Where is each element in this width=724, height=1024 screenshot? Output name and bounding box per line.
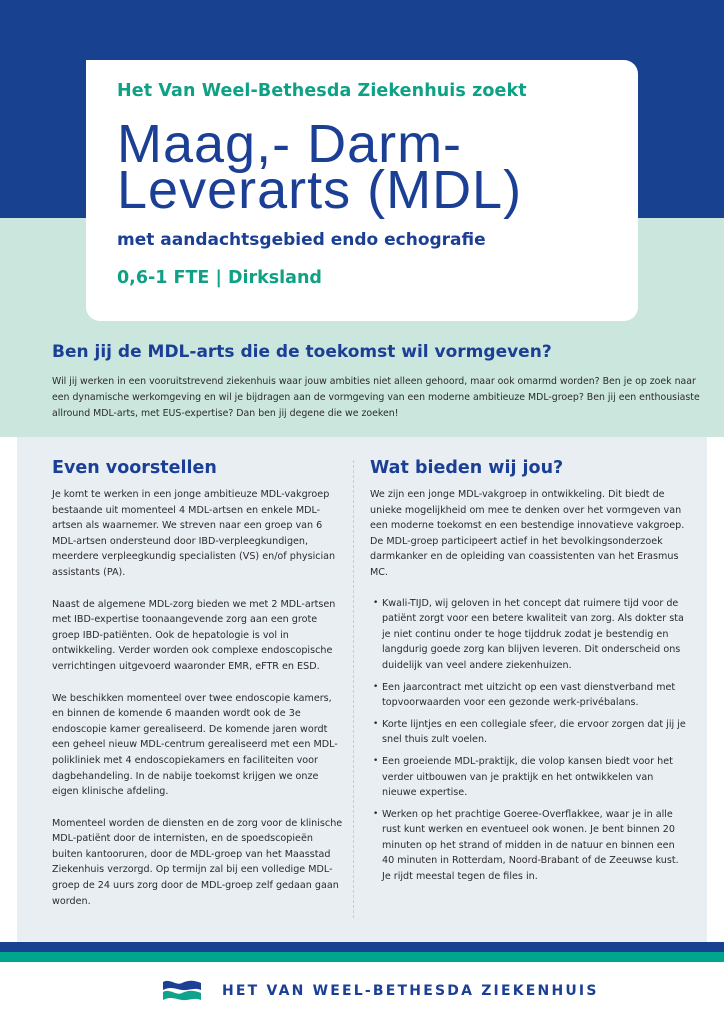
- benefit-item: [370, 680, 686, 711]
- job-meta: 0,6-1 FTE | Dirksland: [117, 268, 322, 288]
- bullet-icon: •: [373, 597, 379, 608]
- bullet-icon: •: [373, 808, 379, 819]
- benefit-text: Werken op het prachtige Goeree-Overflakkee, waar je in alle rust kunt werken en eventueel ook wonen. Je bent binnen 20 minuten op het strand of midden in de natuur en binnen een 40 minuten in Rotterdam, Noord-Brabant of de Zeeuwse kust. Je rijdt meestal tegen de files in.: [382, 808, 679, 883]
- hero-card: [86, 60, 638, 321]
- benefit-item: [370, 754, 686, 801]
- footer-stripe-teal: [0, 952, 724, 962]
- benefit-text: Korte lijntjes en een collegiale sfeer, die ervoor zorgen dat jij je snel thuis zult voelen.: [382, 718, 686, 746]
- footer-logo: [162, 980, 599, 1002]
- job-title-line-2: Leverarts (MDL): [117, 160, 523, 220]
- left-paragraph: We beschikken momenteel over twee endoscopie kamers, en binnen de komende 6 maanden wordt ook de 3e endoscopie kamer gerealiseerd. De komende jaren wordt een geheel nieuw MDL-centrum gerealiseerd met een MDL-polikliniek met 4 endoscopiekamers en faciliteiten voor dagbehandeling. In de nabije toekomst krijgen we onze eigen klinische afdeling.: [52, 692, 338, 798]
- benefit-item: [370, 717, 686, 748]
- waves-icon: [162, 979, 202, 1003]
- bullet-icon: •: [373, 755, 379, 766]
- left-column-heading: Even voorstellen: [52, 458, 217, 478]
- job-subtitle: met aandachtsgebied endo echografie: [117, 230, 486, 250]
- bullet-icon: •: [373, 681, 379, 692]
- hero-kicker: Het Van Weel-Bethesda Ziekenhuis zoekt: [117, 81, 527, 101]
- organization-name: HET VAN WEEL-BETHESDA ZIEKENHUIS: [222, 983, 599, 999]
- left-column: [52, 457, 344, 909]
- right-column: [370, 457, 686, 891]
- intro-heading: Ben jij de MDL-arts die de toekomst wil vormgeven?: [52, 342, 552, 362]
- benefit-text: Een jaarcontract met uitzicht op een vast dienstverband met topvoorwaarden voor een gezonde werk-privébalans.: [382, 681, 676, 709]
- benefit-text: Een groeiende MDL-praktijk, die volop kansen biedt voor het verder uitbouwen van je praktijk en het ontwikkelen van nieuwe expertise.: [382, 755, 673, 799]
- footer-stripe-blue: [0, 942, 724, 952]
- benefit-text: Kwali-TIJD, wij geloven in het concept dat ruimere tijd voor de patiënt zorgt voor een betere kwaliteit van zorg. Als dokter sta je niet continu onder te hoge tijddruk zodat je bestendig en langdurig goede zorg kan blijven leveren. Dit onderscheid ons duidelijk van veel andere ziekenhuizen.: [382, 597, 684, 671]
- bullet-icon: •: [373, 718, 379, 729]
- job-title-line-1: Maag,- Darm-: [117, 114, 463, 174]
- left-paragraph: Naast de algemene MDL-zorg bieden we met 2 MDL-artsen met IBD-expertise toonaangevende zorg aan een grote groep IBD-patiënten. Ook de hepatologie is vol in ontwikkeling. Verder worden ook complexe endoscopische verrichtingen uitgevoerd waaronder EMR, eFTR en ESD.: [52, 598, 336, 672]
- column-divider: [353, 460, 354, 918]
- right-column-heading: Wat bieden wij jou?: [370, 458, 564, 478]
- benefits-list: [370, 596, 686, 885]
- left-paragraph: Momenteel worden de diensten en de zorg voor de klinische MDL-patiënt door de internisten, en de spoedscopieën buiten kantooruren, door de MDL-groep van het Maasstad Ziekenhuis verzorgd. Op termijn zal bij een volledige MDL-groep de 24 uurs zorg door de MDL-groep zelf gedaan gaan worden.: [52, 817, 343, 907]
- left-paragraph: Je komt te werken in een jonge ambitieuze MDL-vakgroep bestaande uit momenteel 4 MDL-artsen en enkele MDL-artsen als waarnemer. We streven naar een groep van 6 MDL-artsen ondersteund door IBD-verpleegkundigen, meerdere verpleegkundig specialisten (VS) en/of physician assistants (PA).: [52, 489, 336, 578]
- job-title: [117, 114, 638, 220]
- benefit-item: [370, 596, 686, 674]
- benefit-item: [370, 807, 686, 885]
- intro-section: [52, 340, 702, 422]
- intro-text: Wil jij werken in een vooruitstrevend ziekenhuis waar jouw ambities niet alleen gehoord, maar ook omarmd worden? Ben je op zoek naar een dynamische werkomgeving en wil je bijdragen aan de vormgeving van een moderne ambitieuze MDL-groep? Ben jij een enthousiaste allround MDL-arts, met EUS-expertise? Dan ben jij degene die we zoeken!: [52, 376, 700, 419]
- right-lead-paragraph: We zijn een jonge MDL-vakgroep in ontwikkeling. Dit biedt de unieke mogelijkheid om mee te denken over het vormgeven van een moderne toekomst en een bestendige innovatieve vakgroep. De MDL-groep participeert actief in het bevolkingsonderzoek darmkanker en de opleiding van coassistenten van het Erasmus MC.: [370, 489, 685, 578]
